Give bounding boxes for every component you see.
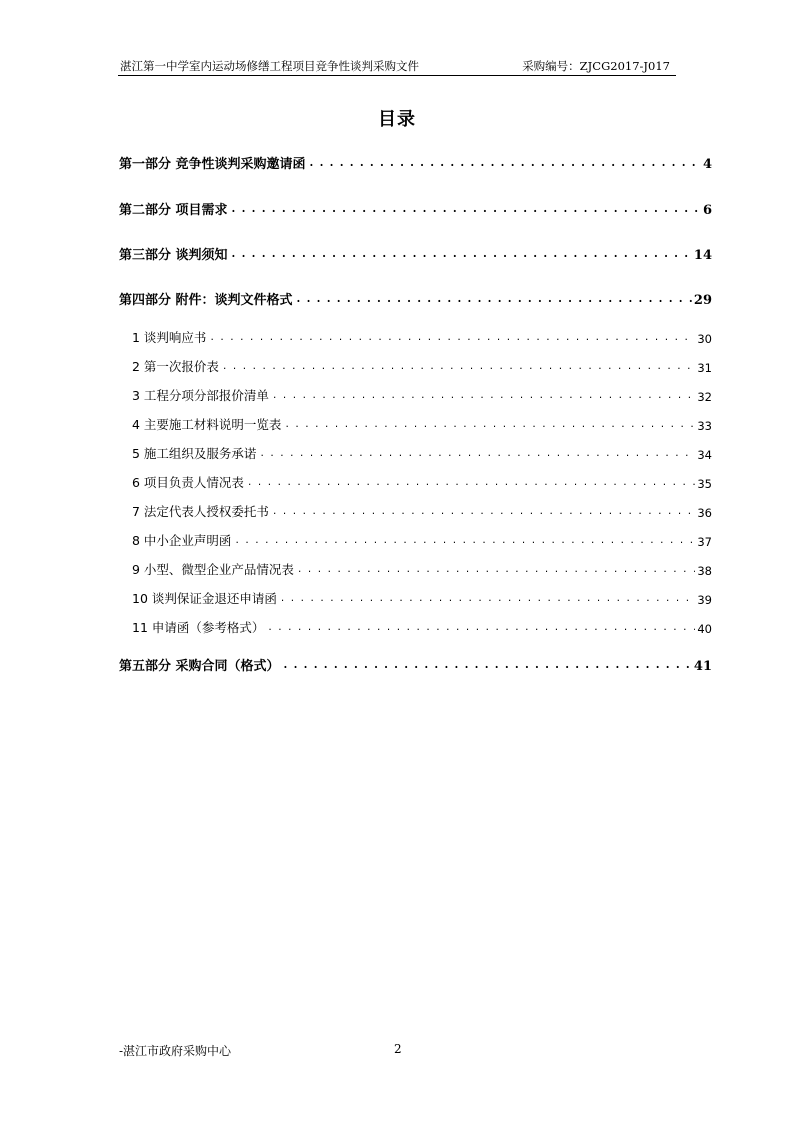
toc-entry-label: 4 主要施工材料说明一览表 [132, 417, 282, 432]
document-title-header: 湛江第一中学室内运动场修缮工程项目竞争性谈判采购文件 [120, 59, 419, 73]
toc-leader-dots [310, 156, 701, 169]
toc-entry-page: 33 [697, 419, 712, 433]
toc-entry-label: 10 谈判保证金退还申请函 [132, 591, 277, 606]
toc-entry-label: 5 施工组织及服务承诺 [132, 446, 257, 461]
toc-subsection-entry[interactable] [119, 587, 712, 607]
toc-entry-page: 34 [697, 448, 712, 462]
toc-section-entry[interactable] [119, 198, 712, 218]
toc-leader-dots [298, 563, 695, 575]
toc-subsection-entry[interactable] [119, 442, 712, 462]
toc-leader-dots [273, 389, 695, 401]
toc-entry-label: 第五部分 采购合同（格式） [119, 659, 280, 674]
toc-subsection-entry[interactable] [119, 413, 712, 433]
toc-section-entry[interactable] [119, 288, 712, 308]
toc-leader-dots [284, 658, 692, 671]
toc-entry-page: 32 [697, 390, 712, 404]
toc-entry-label: 第四部分 附件：谈判文件格式 [119, 293, 293, 308]
toc-section-entry[interactable] [119, 243, 712, 263]
toc-leader-dots [285, 418, 695, 430]
toc-subsection-entry[interactable] [119, 355, 712, 375]
toc-section-entry[interactable] [119, 152, 712, 172]
page-header [118, 58, 676, 76]
toc-entry-page: 39 [697, 593, 712, 607]
toc-entry-label: 第一部分 竞争性谈判采购邀请函 [119, 157, 306, 172]
footer-page-number: 2 [394, 1042, 402, 1056]
toc-entry-page: 4 [702, 157, 712, 172]
toc-entry-label: 1 谈判响应书 [132, 330, 207, 345]
toc-leader-dots [281, 592, 695, 604]
toc-subsection-entry[interactable] [119, 558, 712, 578]
toc-subsection-entry[interactable] [119, 616, 712, 636]
toc-leader-dots [235, 534, 695, 546]
procurement-code: 采购编号：ZJCG2017-J017 [522, 59, 670, 73]
toc-entry-page: 14 [693, 248, 712, 263]
toc-entry-page: 37 [697, 535, 712, 549]
toc-leader-dots [248, 476, 695, 488]
toc-entry-label: 第二部分 项目需求 [119, 203, 228, 218]
toc-subsection-entry[interactable] [119, 500, 712, 520]
toc-entry-label: 8 中小企业声明函 [132, 533, 232, 548]
toc-leader-dots [223, 360, 695, 372]
toc-entry-page: 30 [697, 332, 712, 346]
toc-subsection-entry[interactable] [119, 326, 712, 346]
toc-entry-page: 29 [693, 293, 712, 308]
toc-entry-page: 6 [702, 203, 712, 218]
footer-organization: -湛江市政府采购中心 [119, 1044, 232, 1058]
toc-leader-dots [268, 621, 695, 633]
toc-entry-label: 2 第一次报价表 [132, 359, 219, 374]
toc-title: 目录 [378, 109, 416, 130]
toc-entry-page: 41 [693, 659, 712, 674]
toc-subsection-entry[interactable] [119, 471, 712, 491]
toc-entry-page: 38 [697, 564, 712, 578]
toc-leader-dots [273, 505, 695, 517]
toc-entry-page: 35 [697, 477, 712, 491]
toc-leader-dots [232, 247, 692, 260]
toc-leader-dots [260, 447, 695, 459]
toc-leader-dots [297, 292, 692, 305]
toc-entry-label: 11 申请函（参考格式） [132, 620, 265, 635]
toc-leader-dots [232, 202, 701, 215]
toc-entry-page: 36 [697, 506, 712, 520]
toc-entry-label: 9 小型、微型企业产品情况表 [132, 562, 294, 577]
toc-entry-page: 40 [697, 622, 712, 636]
toc-section-entry[interactable] [119, 654, 712, 674]
toc-entry-label: 3 工程分项分部报价清单 [132, 388, 269, 403]
toc-leader-dots [210, 331, 695, 343]
toc-entry-label: 7 法定代表人授权委托书 [132, 504, 269, 519]
toc-subsection-entry[interactable] [119, 384, 712, 404]
toc-entry-label: 第三部分 谈判须知 [119, 248, 228, 263]
toc-entry-page: 31 [697, 361, 712, 375]
toc-subsection-entry[interactable] [119, 529, 712, 549]
toc-entry-label: 6 项目负责人情况表 [132, 475, 244, 490]
